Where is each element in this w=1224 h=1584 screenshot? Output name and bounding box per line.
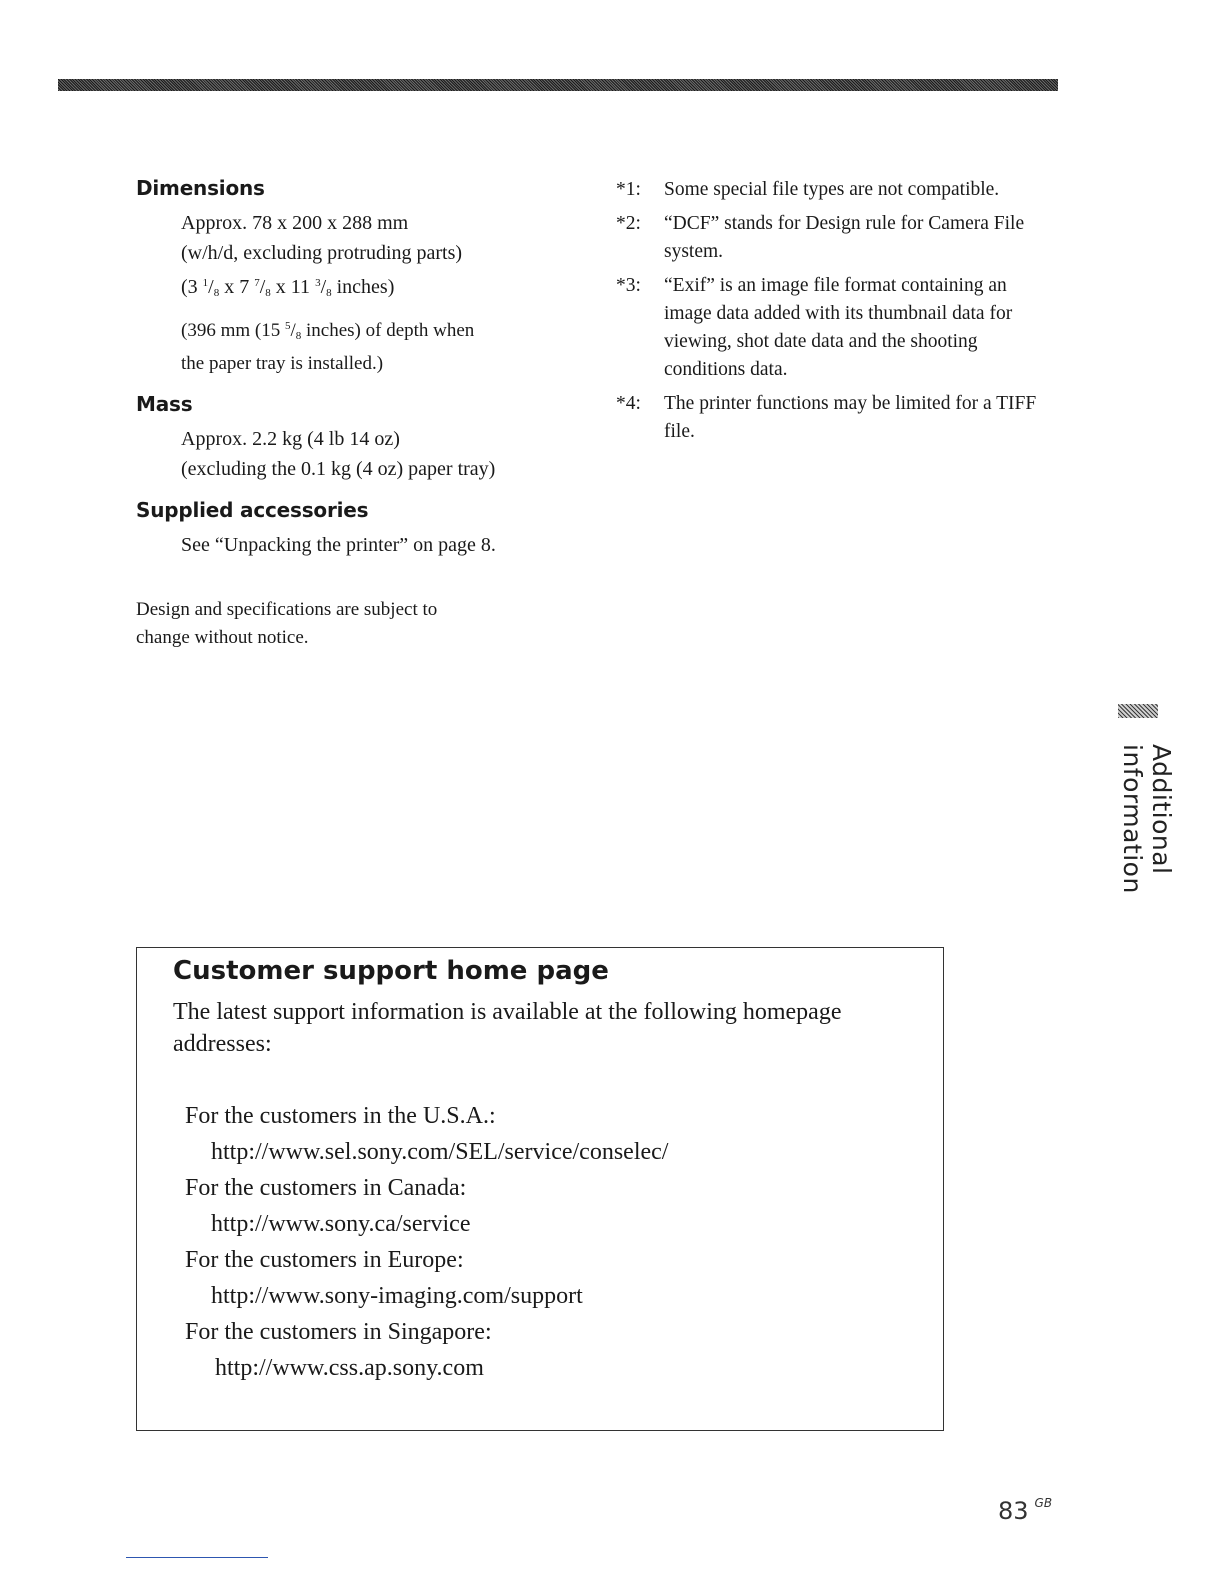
footnote-item (616, 210, 1056, 266)
support-region-label: For the customers in the U.S.A.: (185, 1103, 496, 1129)
section-heading-accessories: Supplied accessories (136, 498, 369, 522)
footnote-mark: *3: (616, 275, 641, 296)
mass-line: (excluding the 0.1 kg (4 oz) paper tray) (181, 458, 496, 480)
footer-rule (126, 1557, 268, 1558)
mass-body (136, 424, 586, 484)
footnote-text: The printer functions may be limited for a TIFF file. (664, 393, 1037, 442)
dimensions-line: Approx. 78 x 200 x 288 mm (181, 212, 409, 234)
depth-line-2: the paper tray is installed.) (181, 353, 384, 374)
support-region-label: For the customers in Europe: (185, 1247, 464, 1273)
support-title: Customer support home page (173, 956, 609, 986)
footnote-mark: *2: (616, 213, 641, 234)
section-heading-mass: Mass (136, 392, 193, 416)
footnote-item (616, 390, 1056, 446)
notice-line: Design and specifications are subject to (136, 599, 438, 620)
side-tab-marker (1118, 704, 1158, 718)
page-number-value: 83 (998, 1497, 1029, 1525)
section-side-label: Additional information (1118, 744, 1176, 894)
footnote-text: “DCF” stands for Design rule for Camera File system. (664, 213, 1025, 262)
support-region-label: For the customers in Canada: (185, 1175, 467, 1201)
support-url-link[interactable]: http://www.sel.sony.com/SEL/service/conselec/ (211, 1139, 669, 1165)
depth-line: (396 mm (15 $^5/_8$ inches) of depth when (181, 320, 475, 342)
accessories-line: See “Unpacking the printer” on page 8. (181, 534, 496, 556)
specifications-notice (136, 596, 556, 652)
footnote-text: Some special file types are not compatible. (664, 179, 1000, 200)
footnote-item (616, 272, 1056, 384)
footnotes-column (616, 176, 1056, 452)
support-region-label: For the customers in Singapore: (185, 1319, 492, 1345)
support-intro: The latest support information is available at the following homepage addresses: (173, 999, 842, 1057)
support-region-list (185, 1098, 925, 1386)
page-number (998, 1496, 1052, 1525)
footnote-item (616, 176, 1056, 204)
specifications-column (136, 176, 586, 560)
accessories-body (136, 530, 586, 560)
footnote-mark: *1: (616, 179, 641, 200)
dimensions-line: (w/h/d, excluding protruding parts) (181, 242, 463, 264)
dimensions-body (136, 208, 586, 378)
page-number-suffix: GB (1034, 1496, 1053, 1510)
footnote-mark: *4: (616, 393, 641, 414)
support-url-link[interactable]: http://www.sony-imaging.com/support (211, 1283, 583, 1309)
footnote-text: “Exif” is an image file format containing an image data added with its thumbnail data for viewing, shot date data and the shooting conditions data. (664, 275, 1013, 380)
section-heading-dimensions: Dimensions (136, 176, 265, 200)
support-url-link[interactable]: http://www.sony.ca/service (211, 1211, 471, 1237)
notice-line: change without notice. (136, 627, 309, 648)
support-url-link[interactable]: http://www.css.ap.sony.com (215, 1355, 484, 1381)
dimensions-inches-line: (3 $^1/_8$ x 7 $^7/_8$ x 11 $^3/_8$ inches) (181, 276, 395, 299)
customer-support-box (136, 947, 944, 1431)
header-pattern-bar (58, 79, 1058, 91)
mass-line: Approx. 2.2 kg (4 lb 14 oz) (181, 428, 400, 450)
